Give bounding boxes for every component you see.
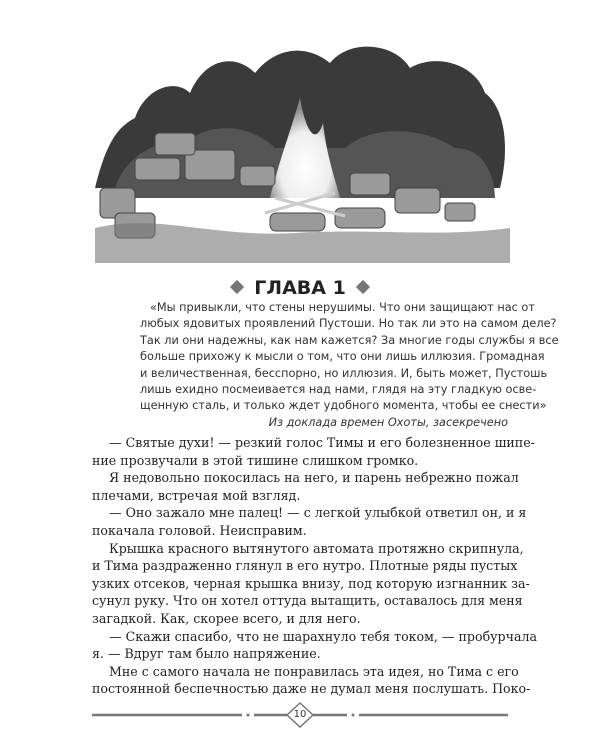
epigraph-line: больше прихожу к мысли о том, что они лишь иллюзия. Громадная — [140, 350, 545, 364]
chapter-heading — [0, 276, 600, 300]
page-footer-ornament — [92, 702, 508, 728]
body-line: покачала головой. Неисправим. — [92, 522, 307, 538]
epigraph-source: Из доклада времен Охоты, засекречено — [268, 415, 508, 429]
diamond-ornament-icon — [230, 280, 244, 294]
epigraph-line: и величественная, бесспорно, но иллюзия. И, быть может, Пустошь — [140, 366, 548, 380]
body-line: сунул руку. Что он хотел оттуда вытащить, оставалось для меня — [92, 593, 523, 609]
body-line: — Оно зажало мне палец! — с легкой улыбкой ответил он, и я — [109, 505, 527, 521]
body-line: постоянной беспечностью даже не думал меня послушать. Поко- — [92, 681, 531, 697]
body-line: Я недовольно покосилась на него, и парень небрежно пожал — [109, 470, 519, 486]
body-line: я. — Вдруг там было напряжение. — [92, 646, 321, 662]
body-line: — Скажи спасибо, что не шарахнуло тебя током, — пробурчала — [109, 628, 537, 644]
epigraph — [140, 300, 559, 431]
body-line: — Святые духи! — резкий голос Тимы и его болезненное шипе- — [109, 435, 535, 450]
body-line: Мне с самого начала не понравилась эта идея, но Тима с его — [109, 663, 519, 679]
campfire-illustration — [95, 38, 510, 263]
body-line: узких отсеков, черная крышка внизу, под которую изгнанник за- — [92, 575, 530, 591]
body-line: и Тима раздраженно глянул в его нутро. Плотные ряды пустых — [92, 558, 518, 574]
body-line: ние прозвучали в этой тишине слишком громко. — [92, 452, 419, 468]
diamond-ornament-icon — [356, 280, 370, 294]
page-number: 10 — [293, 709, 307, 720]
chapter-title: ГЛАВА 1 — [254, 277, 346, 299]
epigraph-line: любых ядовитых проявлений Пустоши. Но так ли это на самом деле? — [140, 317, 557, 331]
epigraph-line: лишь ехидно посмеивается над нами, глядя на эту гладкую осве- — [140, 383, 537, 397]
epigraph-line: щенную сталь, и только ждет удобного момента, чтобы ее снести» — [140, 399, 547, 413]
body-line: плечами, встречая мой взгляд. — [92, 487, 301, 503]
epigraph-line: «Мы привыкли, что стены нерушимы. Что они защищают нас от — [150, 301, 535, 314]
body-line: загадкой. Как, скорее всего, и для него. — [92, 610, 361, 626]
body-line: Крышка красного вытянутого автомата протяжно скрипнула, — [109, 540, 524, 556]
epigraph-line: Так ли они надежны, как нам кажется? За многие годы службы я все — [140, 333, 559, 347]
body-text — [92, 434, 537, 698]
